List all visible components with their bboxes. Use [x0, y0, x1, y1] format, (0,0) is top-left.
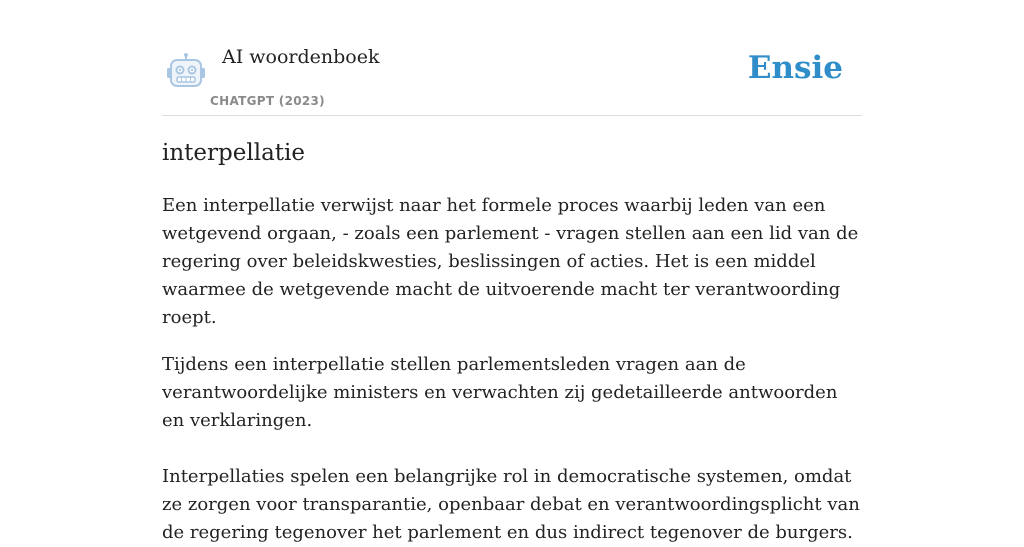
definition-paragraph: Een interpellatie verwijst naar het formele proces waarbij leden van een wetgevend orgaan, - zoals een parlement - vragen stellen aan een lid van de regering over beleidskwesties, beslissingen of acties. Het is een middel waarmee de wetgevende macht de uitvoerende macht ter verantwoording roept. [162, 195, 859, 328]
site-header [162, 0, 862, 116]
entry-title: interpellatie [162, 140, 305, 166]
robot-icon[interactable] [166, 52, 206, 90]
page-container [162, 0, 862, 543]
definition-paragraph: Interpellaties spelen een belangrijke rol in democratische systemen, omdat ze zorgen voor transparantie, openbaar debat en verantwoordingsplicht van de regering tegenover het parlement en dus indirect tegenover de burgers. [162, 466, 860, 543]
source-label: CHATGPT (2023) [210, 94, 325, 108]
brand-logo[interactable]: Ensie [747, 50, 843, 86]
entry-definition [162, 192, 864, 547]
site-title[interactable]: AI woordenboek [222, 46, 380, 68]
definition-paragraph: Tijdens een interpellatie stellen parlementsleden vragen aan de verantwoordelijke ministers en verwachten zij gedetailleerde antwoorden en verklaringen. [162, 354, 838, 431]
